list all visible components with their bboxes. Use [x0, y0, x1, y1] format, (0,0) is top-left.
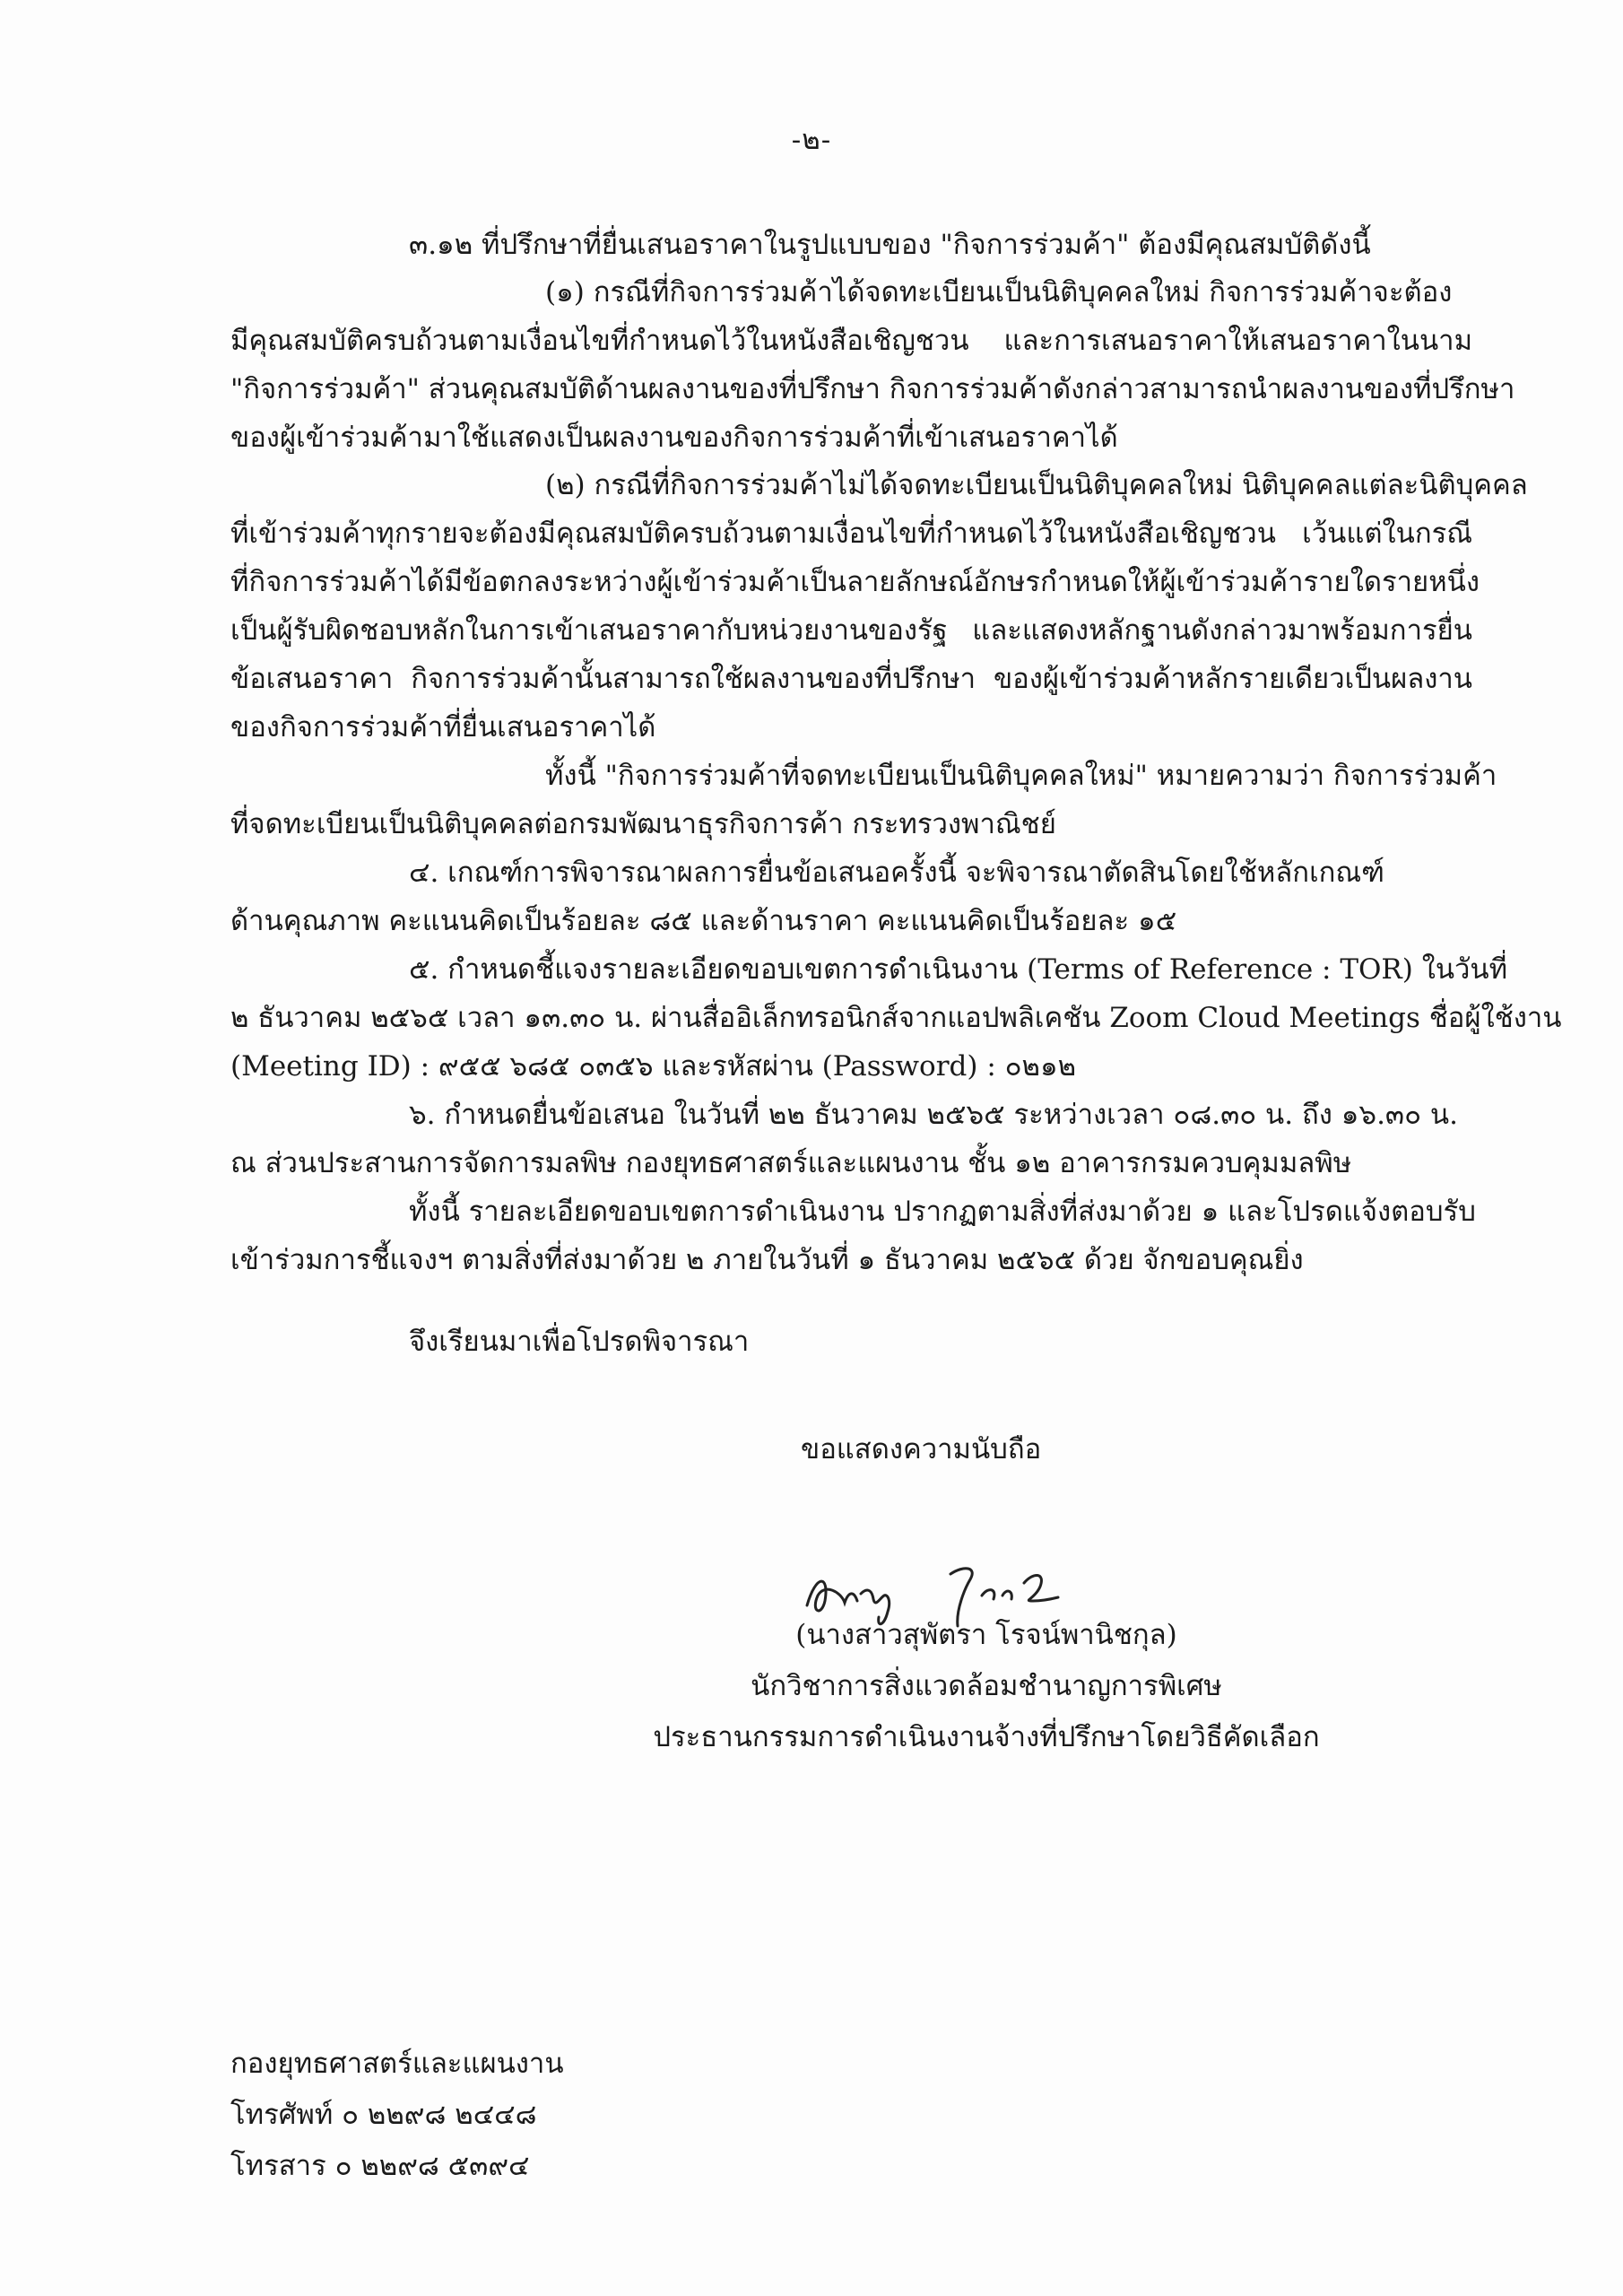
section-6-line-2: ณ ส่วนประสานการจัดการมลพิษ กองยุทธศาสตร์และแผนงาน ชั้น ๑๒ อาคารกรมควบคุมมลพิษ — [230, 1147, 1352, 1179]
closing-text: จึงเรียนมาเพื่อโปรดพิจารณา — [409, 1326, 750, 1358]
section-4-line-2: ด้านคุณภาพ คะแนนคิดเป็นร้อยละ ๘๕ และด้านราคา คะแนนคิดเป็นร้อยละ ๑๕ — [230, 905, 1177, 937]
clause-2-line-4: เป็นผู้รับผิดชอบหลักในการเข้าเสนอราคากับหน่วยงานของรัฐ และแสดงหลักฐานดังกล่าวมาพร้อมการยื่น — [230, 614, 1472, 647]
clause-1-line-4: ของผู้เข้าร่วมค้ามาใช้แสดงเป็นผลงานของกิจการร่วมค้าที่เข้าเสนอราคาได้ — [230, 422, 1118, 454]
footer-department: กองยุทธศาสตร์และแผนงาน — [230, 2048, 564, 2080]
page-number: -๒- — [791, 124, 832, 156]
footer-phone: โทรศัพท์ ๐ ๒๒๙๘ ๒๔๔๘ — [230, 2099, 537, 2131]
signer-role: ประธานกรรมการดำเนินงานจ้างที่ปรึกษาโดยวิธีคัดเลือก — [653, 1721, 1320, 1753]
note-line-2: เข้าร่วมการชี้แจงฯ ตามสิ่งที่ส่งมาด้วย ๒ ภายในวันที่ ๑ ธันวาคม ๒๕๖๕ ด้วย จักขอบคุณยิ่ง — [230, 1244, 1304, 1276]
signer-name: (นางสาวสุพัตรา โรจน์พานิชกุล) — [795, 1619, 1177, 1651]
definition-line-1: ทั้งนี้ "กิจการร่วมค้าที่จดทะเบียนเป็นนิติบุคคลใหม่" หมายความว่า กิจการร่วมค้า — [545, 760, 1497, 792]
clause-2-line-1: (๒) กรณีที่กิจการร่วมค้าไม่ได้จดทะเบียนเป็นนิติบุคคลใหม่ นิติบุคคลแต่ละนิติบุคคล — [545, 469, 1528, 501]
clause-2-line-6: ของกิจการร่วมค้าที่ยื่นเสนอราคาได้ — [230, 711, 656, 744]
section-3-12-heading: ๓.๑๒ ที่ปรึกษาที่ยื่นเสนอราคาในรูปแบบของ "กิจการร่วมค้า" ต้องมีคุณสมบัติดังนี้ — [409, 229, 1371, 261]
section-5-line-2: ๒ ธันวาคม ๒๕๖๕ เวลา ๑๓.๓๐ น. ผ่านสื่ออิเล็กทรอนิกส์จากแอปพลิเคชัน Zoom Cloud Meetings ชื่อผู้ใช้งาน — [230, 1002, 1562, 1034]
regards-text: ขอแสดงความนับถือ — [801, 1433, 1042, 1465]
section-5-line-3: (Meeting ID) : ๙๕๕ ๖๘๕ ๐๓๕๖ และรหัสผ่าน (Password) : ๐๒๑๒ — [230, 1050, 1077, 1083]
section-5-line-1: ๕. กำหนดชี้แจงรายละเอียดขอบเขตการดำเนินงาน (Terms of Reference : TOR) ในวันที่ — [409, 953, 1508, 986]
section-6-line-1: ๖. กำหนดยื่นข้อเสนอ ในวันที่ ๒๒ ธันวาคม ๒๕๖๕ ระหว่างเวลา ๐๘.๓๐ น. ถึง ๑๖.๓๐ น. — [409, 1099, 1458, 1131]
clause-2-line-3: ที่กิจการร่วมค้าได้มีข้อตกลงระหว่างผู้เข้าร่วมค้าเป็นลายลักษณ์อักษรกำหนดให้ผู้เข้าร่วมค้ารายใดรายหนึ่ง — [230, 566, 1480, 598]
definition-line-2: ที่จดทะเบียนเป็นนิติบุคคลต่อกรมพัฒนาธุรกิจการค้า กระทรวงพาณิชย์ — [230, 808, 1056, 840]
clause-2-line-5: ข้อเสนอราคา กิจการร่วมค้านั้นสามารถใช้ผลงานของที่ปรึกษา ของผู้เข้าร่วมค้าหลักรายเดียวเป็นผลงาน — [230, 663, 1472, 695]
note-line-1: ทั้งนี้ รายละเอียดขอบเขตการดำเนินงาน ปรากฏตามสิ่งที่ส่งมาด้วย ๑ และโปรดแจ้งตอบรับ — [409, 1196, 1476, 1228]
signer-position: นักวิชาการสิ่งแวดล้อมชำนาญการพิเศษ — [751, 1670, 1222, 1702]
clause-1-line-1: (๑) กรณีที่กิจการร่วมค้าได้จดทะเบียนเป็นนิติบุคคลใหม่ กิจการร่วมค้าจะต้อง — [545, 276, 1453, 309]
section-4-line-1: ๔. เกณฑ์การพิจารณาผลการยื่นข้อเสนอครั้งนี้ จะพิจารณาตัดสินโดยใช้หลักเกณฑ์ — [409, 857, 1384, 889]
clause-2-line-2: ที่เข้าร่วมค้าทุกรายจะต้องมีคุณสมบัติครบถ้วนตามเงื่อนไขที่กำหนดไว้ในหนังสือเชิญชวน เว้นแต่ในกรณี — [230, 517, 1472, 550]
clause-1-line-2: มีคุณสมบัติครบถ้วนตามเงื่อนไขที่กำหนดไว้ในหนังสือเชิญชวน และการเสนอราคาให้เสนอราคาในนาม — [230, 325, 1472, 357]
footer-fax: โทรสาร ๐ ๒๒๙๘ ๕๓๙๔ — [230, 2150, 530, 2182]
clause-1-line-3: "กิจการร่วมค้า" ส่วนคุณสมบัติด้านผลงานของที่ปรึกษา กิจการร่วมค้าดังกล่าวสามารถนำผลงานของที่ปรึกษา — [230, 373, 1515, 405]
